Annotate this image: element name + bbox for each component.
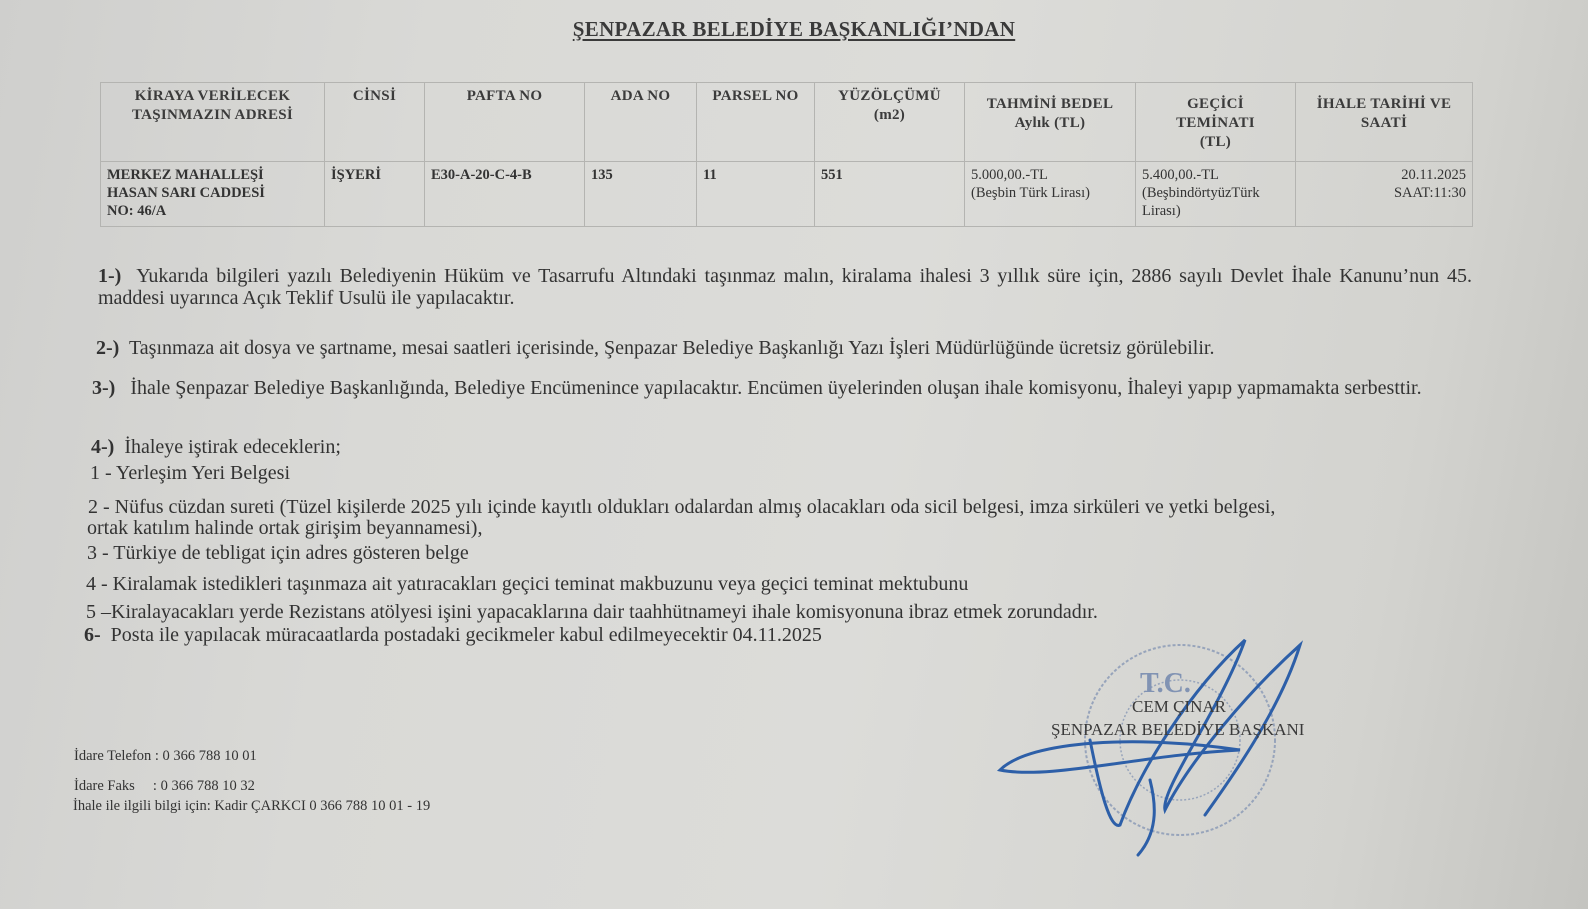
header-area: YÜZÖLÇÜMÜ (m2) (815, 83, 965, 162)
paragraph-2: 2-) Taşınmaza ait dosya ve şartname, mesai saatleri içerisinde, Şenpazar Belediye Başkanlığı Yazı İşleri Müdürlüğünde ücretsiz görülebilir. (96, 337, 1215, 359)
requirement-item: 5 –Kiralayacakları yerde Rezistans atölyesi işini yapacaklarına dair taahhütnameyi ihale komisyonuna ibraz etmek zorundadır. (86, 601, 1098, 623)
cell-area: 551 (815, 162, 965, 227)
requirement-item: 3 - Türkiye de tebligat için adres gösteren belge (87, 542, 469, 564)
cell-parsel: 11 (697, 162, 815, 227)
header-ada: ADA NO (585, 83, 697, 162)
cell-pafta: E30-A-20-C-4-B (425, 162, 585, 227)
header-price: TAHMİNİ BEDEL Aylık (TL) (965, 83, 1136, 162)
paragraph-1: 1-) Yukarıda bilgileri yazılı Belediyenin Hüküm ve Tasarrufu Altındaki taşınmaz malın, kiralama ihalesi 3 yıllık süre için, 2886 sayılı Devlet İhale Kanunu’nun 45. maddesi uyarınca Açık Teklif Usulü ile yapılacaktır. (98, 265, 1472, 309)
cell-address: MERKEZ MAHALLEŞİ HASAN SARI CADDESİ NO: 46/A (101, 162, 325, 227)
requirement-item-continued: ortak katılım halinde ortak girişim beyannamesi), (87, 517, 483, 539)
header-deposit: GEÇİCİ TEMİNATI (TL) (1136, 83, 1296, 162)
requirement-item: 2 - Nüfus cüzdan sureti (Tüzel kişilerde 2025 yılı içinde kayıtlı oldukları odalardan almış olacakları oda sicil belgesi, imza sirküleri ve yetki belgesi, (88, 496, 1276, 518)
signatory-title: ŞENPAZAR BELEDİYE BAŞKANI (1051, 720, 1305, 739)
cell-date: 20.11.2025 SAAT:11:30 (1296, 162, 1473, 227)
stamp-icon (1085, 645, 1275, 835)
contact-fax: İdare Faks : 0 366 788 10 32 (74, 778, 255, 794)
cell-type: İŞYERİ (325, 162, 425, 227)
header-pafta: PAFTA NO (425, 83, 585, 162)
paragraph-4: 4-) İhaleye iştirak edeceklerin; (91, 436, 341, 458)
header-type: CİNSİ (325, 83, 425, 162)
contact-info: İhale ile ilgili bilgi için: Kadir ÇARKCI 0 366 788 10 01 - 19 (73, 798, 431, 814)
cell-ada: 135 (585, 162, 697, 227)
requirement-item: 1 - Yerleşim Yeri Belgesi (90, 462, 291, 484)
paragraph-6: 6- Posta ile yapılacak müracaatlarda postadaki gecikmeler kabul edilmeyecektir 04.11.2025 (84, 624, 822, 646)
cell-deposit: 5.400,00.-TL (BeşbindörtyüzTürk Lirası) (1136, 162, 1296, 227)
svg-text:T.C.: T.C. (1140, 668, 1191, 699)
page-title: ŞENPAZAR BELEDİYE BAŞKANLIĞI’NDAN (572, 17, 1016, 41)
signatory-name: CEM ÇINAR (1132, 697, 1226, 716)
header-date: İHALE TARİHİ VE SAATİ (1296, 83, 1473, 162)
contact-phone: İdare Telefon : 0 366 788 10 01 (74, 748, 257, 764)
cell-price: 5.000,00.-TL (Beşbin Türk Lirası) (965, 162, 1136, 227)
header-address: KİRAYA VERİLECEK TAŞINMAZIN ADRESİ (101, 83, 325, 162)
header-parsel: PARSEL NO (697, 83, 815, 162)
paragraph-3: 3-) İhale Şenpazar Belediye Başkanlığında, Belediye Encümenince yapılacaktır. Encümen üyelerinden oluşan ihale komisyonu, İhaleyi yapıp yapmamakta serbesttir. (92, 377, 1422, 399)
requirement-item: 4 - Kiralamak istedikleri taşınmaza ait yatıracakları geçici teminat makbuzunu veya geçici teminat mektubunu (86, 573, 969, 595)
official-stamp-and-signature (990, 630, 1350, 860)
